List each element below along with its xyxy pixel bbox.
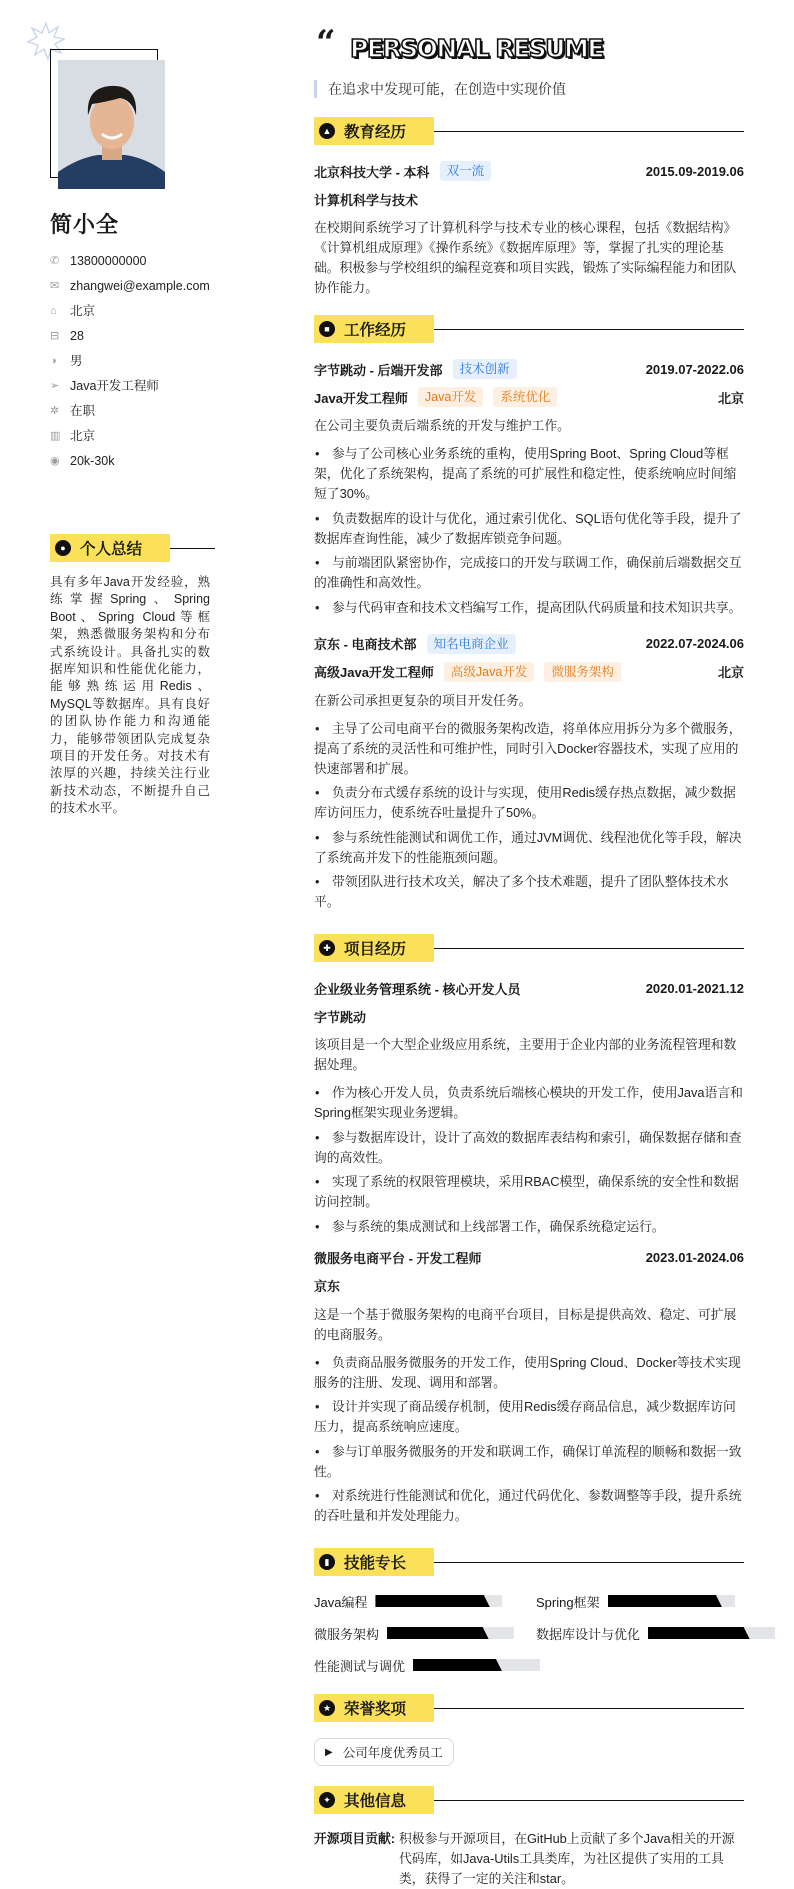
bullet-item: [314, 1397, 744, 1437]
bullet-icon: •: [315, 555, 320, 570]
skill-list: [314, 1585, 744, 1681]
skill-bar-fill: [648, 1627, 750, 1639]
section-header-skills: [314, 1548, 744, 1576]
skill-bar: [648, 1627, 775, 1639]
bullet-icon: •: [315, 829, 320, 845]
bullet-item: [314, 553, 744, 593]
bullet-text: 负责商品服务微服务的开发工作，使用Spring Cloud、Docker等技术实现服务的注册、发现、调用和部署。: [314, 1354, 741, 1390]
job-entry: [314, 630, 744, 913]
skill-name: 微服务架构: [314, 1626, 380, 1642]
section-header-projects: [314, 934, 744, 962]
project-date: 2023.01-2024.06: [645, 1250, 744, 1265]
bullet-item: [314, 1217, 744, 1237]
bullet-text: 参与了公司核心业务系统的重构，使用Spring Boot、Spring Cloud等框架，优化了系统架构，提高了系统的可扩展性和稳定性，使系统响应时间缩短了30%。: [314, 446, 737, 501]
page-title: PERSONAL RESUME: [350, 34, 603, 63]
section-title: 工作经历: [344, 322, 407, 339]
mail-icon: ✉: [50, 279, 60, 292]
send-icon: ➢: [50, 379, 60, 392]
play-icon: ▶: [325, 1746, 333, 1758]
job-city: 北京: [717, 390, 744, 406]
project-name: 微服务电商平台 - 开发工程师: [314, 1251, 482, 1266]
status-icon: ✲: [50, 404, 60, 417]
education-desc: 在校期间系统学习了计算机科学与技术专业的核心课程，包括《数据结构》《计算机组成原理》《操作系统》《数据库原理》等，掌握了扎实的理论基础。积极参与学校组织的编程竞赛和项目实践，锻炼了实际编程能力和团队协作能力。: [314, 220, 737, 295]
bullet-icon: •: [315, 720, 320, 736]
contact-value: 28: [70, 328, 84, 343]
skill-name: 性能测试与调优: [314, 1658, 406, 1674]
bullet-item: [314, 719, 744, 779]
skill-bar-fill: [375, 1595, 489, 1607]
section-header-other: [314, 1786, 744, 1814]
skill-bar: [387, 1627, 514, 1639]
bullet-item: [314, 1172, 744, 1212]
bullet-item: [314, 783, 744, 823]
briefcase-icon: ■: [319, 321, 335, 337]
bullet-text: 主导了公司电商平台的微服务架构改造，将单体应用拆分为多个微服务，提高了系统的灵活性和可维护性，同时引入Docker容器技术，实现了应用的快速部署和扩展。: [314, 720, 742, 776]
bullet-item: [314, 1442, 744, 1482]
section-title: 荣誉奖项: [344, 1701, 407, 1718]
home-icon: ⌂: [50, 304, 57, 317]
avatar: [58, 60, 165, 189]
school-name: 北京科技大学 - 本科: [314, 164, 430, 180]
gender-icon: ◑: [50, 354, 57, 367]
salary-icon: ◉: [50, 454, 60, 467]
bullet-item: [314, 1353, 744, 1393]
sidebar: [0, 0, 300, 1833]
contact-value: 13800000000: [70, 253, 147, 268]
job-desc: 在公司主要负责后端系统的开发与维护工作。: [314, 418, 570, 433]
user-icon: ●: [55, 540, 71, 556]
contact-age: [50, 323, 210, 348]
quote-mark-icon: “: [316, 23, 336, 63]
divider: [434, 329, 744, 331]
other-info-value: 积极参与开源项目，在GitHub上贡献了多个Java相关的开源代码库，如Java-Utils工具类库，为社区提供了实用的工具类，获得了一定的关注和star。: [399, 1831, 735, 1886]
bullet-icon: •: [315, 1218, 320, 1234]
grid-icon: ✚: [319, 940, 335, 956]
contact-position: [50, 373, 210, 398]
bullet-icon: •: [315, 874, 320, 889]
info-icon: ✦: [319, 1792, 335, 1808]
bullet-text: 参与系统的集成测试和上线部署工作，确保系统稳定运行。: [332, 1218, 665, 1234]
company-tag: 知名电商企业: [427, 634, 516, 654]
bullet-icon: •: [315, 1354, 320, 1370]
contact-phone: [50, 248, 210, 273]
role-tag: 微服务架构: [544, 662, 621, 682]
project-entry: [314, 1244, 744, 1527]
phone-icon: ✆: [50, 254, 60, 267]
section-header-education: [314, 117, 744, 145]
job-role-row: [314, 383, 744, 411]
education-date: 2015.09-2019.06: [645, 163, 744, 179]
job-date: 2022.07-2024.06: [645, 636, 744, 651]
bullet-icon: •: [315, 599, 320, 615]
bullet-text: 作为核心开发人员，负责系统后端核心模块的开发工作，使用Java语言和Spring框架实现业务逻辑。: [314, 1085, 743, 1120]
skill-name: 数据库设计与优化: [536, 1626, 641, 1642]
skill-bar-fill: [413, 1659, 502, 1671]
project-company: 京东: [314, 1279, 341, 1294]
skill-bar: [413, 1659, 540, 1671]
bullet-icon: •: [315, 1085, 320, 1100]
candidate-name: 简小全: [50, 212, 120, 237]
bullet-item: [314, 1486, 744, 1526]
major: 计算机科学与技术: [314, 192, 419, 208]
skill-item: [536, 1585, 744, 1617]
bullet-icon: •: [315, 1443, 320, 1459]
skill-item: [536, 1617, 744, 1649]
bullet-text: 参与数据库设计，设计了高效的数据库表结构和索引，确保数据存储和查询的高效性。: [314, 1129, 742, 1165]
bullet-list: [314, 719, 744, 913]
skill-name: Spring框架: [536, 1594, 600, 1610]
skill-item: [314, 1649, 536, 1681]
bullet-icon: •: [315, 446, 320, 461]
role-tag: 高级Java开发: [444, 662, 534, 682]
contact-value: Java开发工程师: [70, 378, 159, 393]
bullet-text: 对系统进行性能测试和优化，通过代码优化、参数调整等手段，提升系统的吞吐量和并发处理能力。: [314, 1488, 742, 1523]
bullet-icon: •: [315, 1488, 320, 1503]
divider: [434, 948, 744, 950]
bullet-list: [314, 1083, 744, 1237]
contact-value: 20k-30k: [70, 453, 115, 468]
main-content: [314, 0, 744, 1889]
company-name: 京东 - 电商技术部: [314, 637, 417, 652]
contact-location: [50, 298, 210, 323]
contact-email: [50, 273, 210, 298]
other-info-row: [314, 1829, 744, 1889]
bullet-text: 带领团队进行技术攻关，解决了多个技术难题，提升了团队整体技术水平。: [314, 874, 729, 909]
skill-bar: [375, 1595, 502, 1607]
skill-bar: [608, 1595, 735, 1607]
section-title: 其他信息: [344, 1793, 407, 1810]
section-title: 技能专长: [344, 1555, 407, 1572]
contact-salary: [50, 448, 210, 473]
bullet-item: [314, 509, 744, 549]
project-header: [314, 1244, 744, 1272]
contact-value: 北京: [70, 303, 96, 318]
divider: [170, 548, 215, 550]
summary-text: 具有多年Java开发经验，熟练掌握Spring、Spring Boot、Spring Cloud等框架，熟悉微服务架构和分布式系统设计。具备扎实的数据库知识和性能优化能力，能够熟练运用Redis、MySQL等数据库。具有良好的团队协作能力和沟通能力，能够带领团队完成复杂项目的开发任务。对技术有浓厚的兴趣，持续关注行业新技术动态，不断提升自己的技术水平。: [50, 575, 210, 816]
project-header: [314, 974, 744, 1002]
contact-value: 北京: [70, 428, 96, 443]
award-icon: ★: [319, 1700, 335, 1716]
school-tag: 双一流: [440, 161, 492, 181]
company-name: 字节跳动 - 后端开发部: [314, 362, 443, 378]
role-tag: 系统优化: [493, 387, 557, 407]
project-desc: 该项目是一个大型企业级应用系统，主要用于企业内部的业务流程管理和数据处理。: [314, 1037, 737, 1072]
age-icon: ⊟: [50, 329, 60, 342]
bullet-icon: •: [315, 1129, 320, 1145]
contact-gender: [50, 348, 210, 373]
bullet-text: 与前端团队紧密协作，完成接口的开发与联调工作，确保前后端数据交互的准确性和高效性。: [314, 555, 742, 590]
bullet-text: 设计并实现了商品缓存机制，使用Redis缓存商品信息，减少数据库访问压力，提高系统响应速度。: [314, 1399, 736, 1434]
job-city: 北京: [717, 665, 744, 680]
divider: [434, 1800, 744, 1802]
skill-item: [314, 1617, 536, 1649]
bullet-item: [314, 1083, 744, 1123]
bullet-list: [314, 444, 744, 618]
bullet-item: [314, 1128, 744, 1168]
bullet-text: 负责数据库的设计与优化，通过索引优化、SQL语句优化等手段，提升了数据库查询性能，减少了数据库锁竞争问题。: [314, 510, 742, 546]
bullet-text: 实现了系统的权限管理模块，采用RBAC模型，确保系统的安全性和数据访问控制。: [314, 1174, 739, 1209]
education-row: [314, 157, 744, 185]
contact-value: zhangwei@example.com: [70, 278, 210, 293]
skill-bar-fill: [387, 1627, 489, 1639]
other-info-label: 开源项目贡献:: [314, 1831, 396, 1846]
skill-bar-fill: [608, 1595, 722, 1607]
divider: [434, 1708, 744, 1710]
skill-name: Java编程: [314, 1594, 368, 1610]
job-header: [314, 630, 744, 658]
role-tag: Java开发: [418, 387, 483, 407]
bullet-text: 负责分布式缓存系统的设计与实现，使用Redis缓存热点数据，减少数据库访问压力，使系统吞吐量提升了50%。: [314, 785, 736, 820]
divider: [434, 131, 744, 133]
subtitle: 在追求中发现可能，在创造中实现价值: [314, 80, 566, 98]
bar-chart-icon: ▮: [319, 1554, 335, 1570]
job-date: 2019.07-2022.06: [645, 361, 744, 377]
job-role-row: [314, 658, 744, 686]
bullet-text: 参与订单服务微服务的开发和联调工作，确保订单流程的顺畅和数据一致性。: [314, 1443, 742, 1479]
bullet-text: 参与系统性能测试和调优工作，通过JVM调优、线程池优化等手段，解决了系统高并发下的性能瓶颈问题。: [314, 829, 742, 865]
section-header-honors: [314, 1694, 744, 1722]
bullet-icon: •: [315, 510, 320, 526]
job-header: [314, 355, 744, 383]
bullet-list: [314, 1353, 744, 1527]
contact-status: [50, 398, 210, 423]
honor-item[interactable]: [314, 1738, 454, 1766]
graduation-cap-icon: ▲: [319, 123, 335, 139]
job-entry: [314, 355, 744, 618]
bullet-icon: •: [315, 1174, 320, 1189]
bullet-item: [314, 828, 744, 868]
divider: [434, 1562, 744, 1564]
project-entry: [314, 974, 744, 1237]
bullet-item: [314, 444, 744, 504]
project-name: 企业级业务管理系统 - 核心开发人员: [314, 981, 521, 997]
job-role: 高级Java开发工程师: [314, 665, 434, 680]
section-title: 项目经历: [344, 941, 407, 958]
section-title: 教育经历: [344, 124, 407, 141]
project-date: 2020.01-2021.12: [645, 980, 744, 996]
contact-work-city: [50, 423, 210, 448]
contact-value: 在职: [70, 403, 96, 418]
building-icon: ▥: [50, 429, 61, 442]
project-company: 字节跳动: [314, 1009, 367, 1025]
honor-label: 公司年度优秀员工: [342, 1746, 443, 1760]
section-header-work: [314, 315, 744, 343]
skill-item: [314, 1585, 536, 1617]
contact-value: 男: [70, 353, 83, 368]
bullet-item: [314, 872, 744, 912]
job-desc: 在新公司承担更复杂的项目开发任务。: [314, 692, 532, 708]
job-role: Java开发工程师: [314, 390, 408, 406]
company-tag: 技术创新: [453, 359, 517, 379]
bullet-icon: •: [315, 785, 320, 800]
bullet-icon: •: [315, 1399, 320, 1414]
section-header-summary: [50, 534, 215, 562]
bullet-text: 参与代码审查和技术文档编写工作，提高团队代码质量和技术知识共享。: [332, 599, 742, 615]
project-desc: 这是一个基于微服务架构的电商平台项目，目标是提供高效、稳定、可扩展的电商服务。: [314, 1306, 737, 1342]
bullet-item: [314, 598, 744, 618]
contact-list: [50, 248, 210, 473]
section-title: 个人总结: [80, 541, 143, 558]
